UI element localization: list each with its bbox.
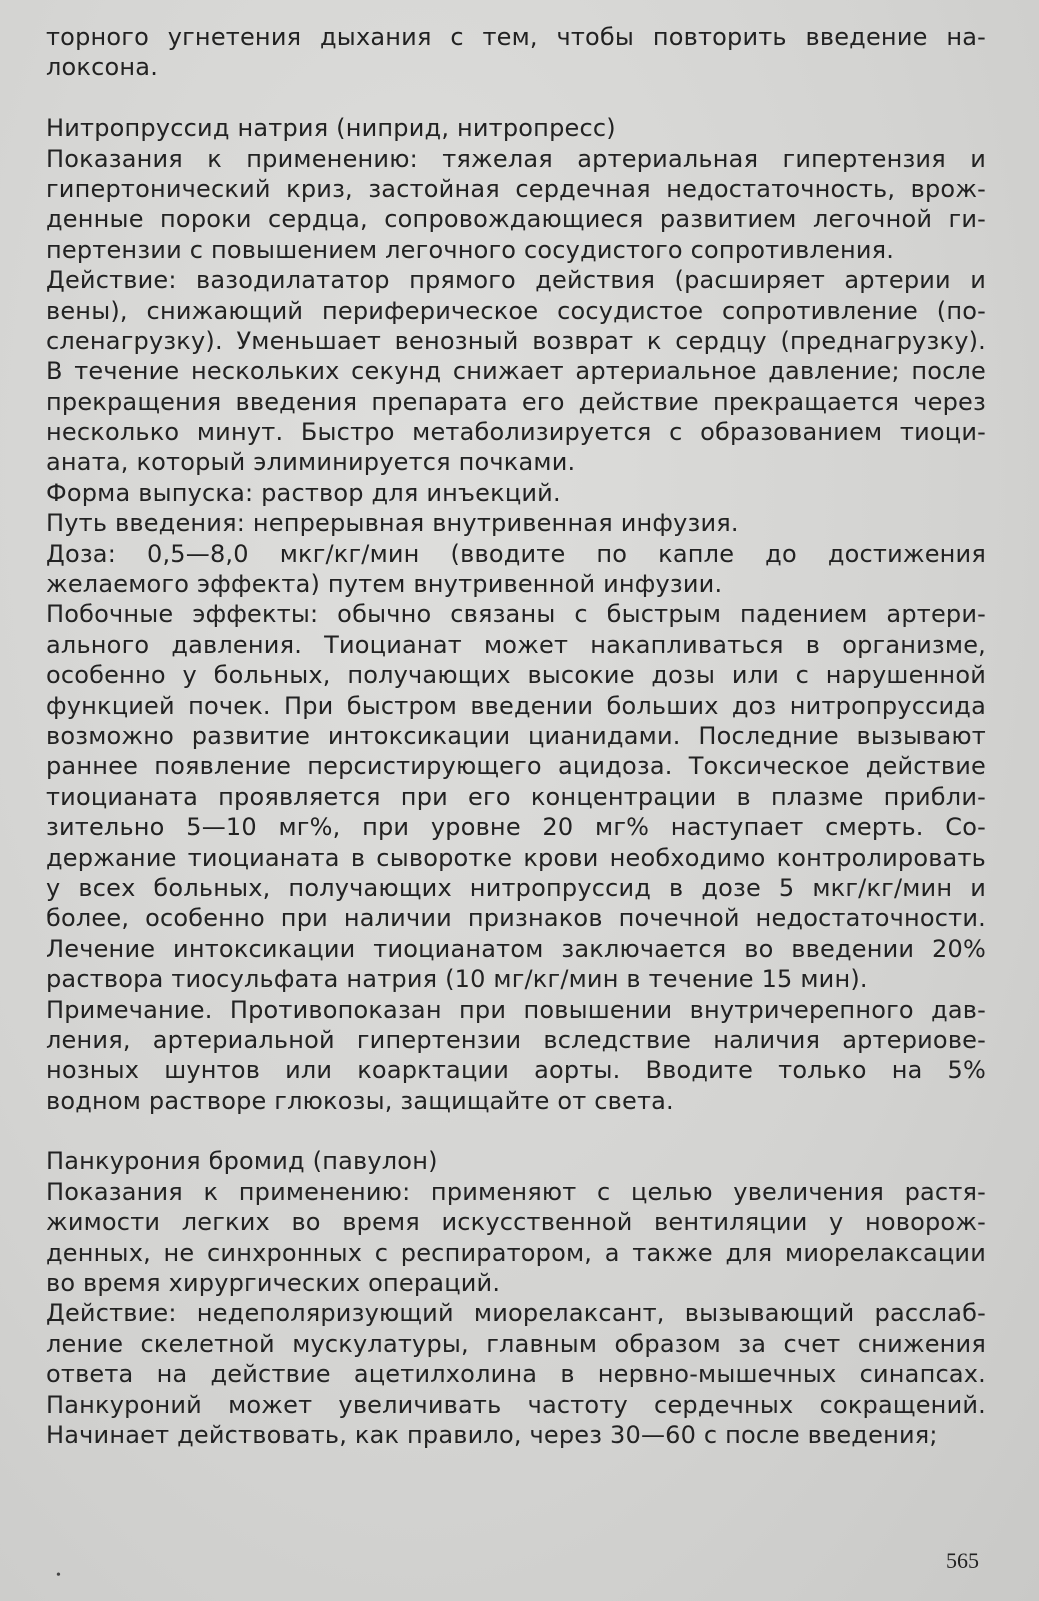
text-line: прекращения введения препарата его действие прекращается через — [46, 387, 986, 416]
text-line: вены), снижающий периферическое сосудистое сопротивление (по- — [46, 296, 986, 325]
paragraph — [46, 599, 986, 994]
text-line: торного угнетения дыхания с тем, чтобы повторить введение на- — [46, 23, 986, 51]
text-line: гипертонический криз, застойная сердечная недостаточность, врож- — [46, 174, 986, 203]
section-gap — [46, 1116, 986, 1146]
section-heading — [46, 1146, 986, 1176]
text-line: функцией почек. При быстром введении больших доз нитропруссида — [46, 691, 986, 720]
text-line: тиоцианата проявляется при его концентрации в плазме прибли- — [46, 782, 986, 811]
text-line: раннее появление персистирующего ацидоза. Токсическое действие — [46, 752, 986, 781]
paragraph — [46, 22, 986, 83]
text-line: Действие: вазодилататор прямого действия (расширяет артерии и — [46, 266, 986, 295]
text-line: Доза: 0,5—8,0 мкг/кг/мин (вводите по капле до достижения — [46, 539, 986, 568]
text-line: Путь введения: непрерывная внутривенная инфузия. — [46, 509, 739, 538]
text-line: Действие: недеполяризующий миорелаксант, вызывающий расслаб- — [46, 1299, 986, 1328]
paragraph — [46, 144, 986, 266]
paragraph — [46, 478, 986, 508]
text-line: локсона. — [46, 53, 159, 82]
paragraph — [46, 508, 986, 538]
section-heading — [46, 113, 986, 143]
text-line: жимости легких во время искусственной вентиляции у новорож- — [46, 1208, 986, 1237]
text-line: денные пороки сердца, сопровождающиеся развитием легочной ги- — [46, 205, 986, 234]
text-line: денных, не синхронных с респиратором, а также для миорелаксации — [46, 1238, 986, 1267]
text-line: особенно у больных, получающих высокие дозы или с нарушенной — [46, 661, 986, 690]
paragraph — [46, 539, 986, 600]
text-line: Начинает действовать, как правило, через 30—60 с после введения; — [46, 1420, 938, 1449]
text-line: Примечание. Противопоказан при повышении внутричерепного дав- — [46, 995, 986, 1024]
text-line: Показания к применению: применяют с целью увеличения растя- — [46, 1177, 986, 1206]
text-line: желаемого эффекта) путем внутривенной инфузии. — [46, 570, 723, 599]
text-line: ления, артериальной гипертензии вследствие наличия артериове- — [46, 1025, 986, 1054]
text-line: Побочные эффекты: обычно связаны с быстрым падением артери- — [46, 600, 986, 629]
text-line: Нитропруссид натрия (ниприд, нитропресс) — [46, 114, 616, 143]
text-line: возможно развитие интоксикации цианидами. Последние вызывают — [46, 721, 986, 750]
text-line: зительно 5—10 мг%, при уровне 20 мг% наступает смерть. Со- — [46, 813, 986, 842]
text-line: Лечение интоксикации тиоцианатом заключается во введении 20% — [46, 934, 986, 963]
text-line: водном растворе глюкозы, защищайте от света. — [46, 1086, 674, 1115]
text-line: раствора тиосульфата натрия (10 мг/кг/мин в течение 15 мин). — [46, 965, 868, 994]
text-line: у всех больных, получающих нитропруссид в дозе 5 мкг/кг/мин и — [46, 873, 986, 902]
print-mark: • — [56, 1568, 61, 1583]
text-line: Панкуроний может увеличивать частоту сердечных сокращений. — [46, 1390, 986, 1419]
text-line: Форма выпуска: раствор для инъекций. — [46, 478, 561, 507]
text-line: Панкурония бромид (павулон) — [46, 1147, 438, 1176]
paragraph — [46, 1298, 986, 1450]
text-line: Показания к применению: тяжелая артериальная гипертензия и — [46, 144, 986, 173]
text-line: несколько минут. Быстро метаболизируется с образованием тиоци- — [46, 418, 986, 447]
paragraph — [46, 1177, 986, 1299]
text-line: пертензии с повышением легочного сосудистого сопротивления. — [46, 235, 895, 264]
paragraph — [46, 265, 986, 478]
page-number: 565 — [946, 1548, 979, 1573]
text-line: во время хирургических операций. — [46, 1269, 501, 1298]
text-line: аната, который элиминируется почками. — [46, 448, 576, 477]
text-line: нозных шунтов или коарктации аорты. Вводите только на 5% — [46, 1056, 986, 1085]
text-line: более, особенно при наличии признаков почечной недостаточности. — [46, 904, 986, 933]
text-line: ление скелетной мускулатуры, главным образом за счет снижения — [46, 1329, 986, 1358]
text-line: ответа на действие ацетилхолина в нервно-мышечных синапсах. — [46, 1360, 986, 1389]
text-line: сленагрузку). Уменьшает венозный возврат к сердцу (преднагрузку). — [46, 326, 986, 355]
text-line: держание тиоцианата в сыворотке крови необходимо контролировать — [46, 843, 986, 872]
text-line: ального давления. Тиоцианат может накапливаться в организме, — [46, 630, 986, 659]
page-body — [46, 22, 986, 1450]
section-gap — [46, 83, 986, 113]
paragraph — [46, 995, 986, 1117]
text-line: В течение нескольких секунд снижает артериальное давление; после — [46, 357, 986, 386]
